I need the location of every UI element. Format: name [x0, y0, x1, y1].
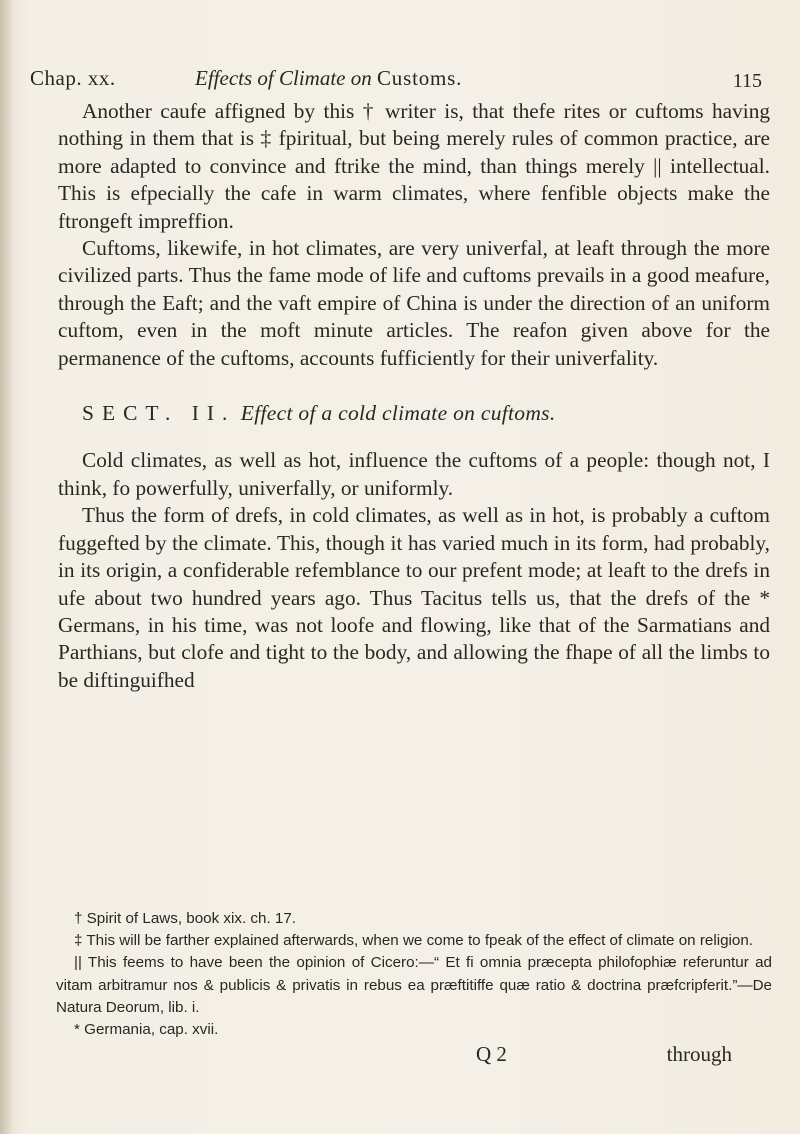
chapter-label: Chap. xx.	[30, 66, 116, 90]
footnotes	[56, 908, 772, 1041]
section-label: SECT. II.	[82, 401, 236, 426]
footnote: || This feems to have been the opinion of Cicero:—“ Et fi omnia præcepta philofophiæ referuntur ad vitam arbitramur nos & publicis & privatis in rebus ea præftitiffe quæ ratio & doctrina præfcripferit.”—De Natura Deorum, lib. i.	[56, 954, 772, 1016]
running-header	[30, 62, 772, 96]
paragraph: Another caufe affigned by this † writer is, that thefe rites or cuftoms having nothing in them that is ‡ fpiritual, but being merely rules of common practice, are more adapted to convince and ftrike the mind, than things merely || intellectual. This is efpecially the cafe in warm climates, where fenfible objects make the ftrongeft impreffion.	[58, 99, 770, 233]
footnote: ‡ This will be farther explained afterwards, when we come to fpeak of the effect of climate on religion.	[74, 932, 754, 950]
running-title-caps: Customs.	[376, 66, 463, 90]
page-footer	[30, 1042, 772, 1076]
signature-mark: Q 2	[476, 1042, 507, 1066]
paragraph: Cold climates, as well as hot, influence the cuftoms of a people: though not, I think, fo powerfully, univerfally, or uniformly.	[58, 448, 770, 500]
page-number: 115	[732, 70, 762, 92]
paragraph: Thus the form of drefs, in cold climates, as well as in hot, is probably a cuftom fuggefted by the climate. This, though it has varied much in its form, had probably, in its origin, a confiderable refemblance to our prefent mode; at leaft to the drefs in ufe about two hundred years ago. Thus Tacitus tells us, that the drefs of the * Germans, in his time, was not loofe and flowing, like that of the Sarmatians and Parthians, but clofe and tight to the body, and allowing the fhape of all the limbs to be diftinguifhed	[58, 503, 770, 692]
running-title	[195, 66, 462, 91]
footnote: † Spirit of Laws, book xix. ch. 17.	[74, 910, 297, 927]
running-title-italic: Effects of Climate on	[195, 66, 372, 90]
main-text	[58, 98, 770, 694]
paragraph: Cuftoms, likewife, in hot climates, are very univerfal, at leaft through the more civilized parts. Thus the fame mode of life and cuftoms prevails in a good meafure, through the Eaft; and the vaft empire of China is under the direction of an uniform cuftom, even in the moft minute articles. The reafon given above for the permanence of the cuftoms, accounts fufficiently for their univerfality.	[58, 236, 770, 370]
page-gutter-shadow	[0, 0, 14, 1134]
footnote: * Germania, cap. xvii.	[74, 1021, 219, 1039]
catchword: through	[666, 1042, 732, 1066]
section-heading	[58, 400, 770, 427]
section-title: Effect of a cold climate on cuftoms.	[240, 401, 556, 426]
